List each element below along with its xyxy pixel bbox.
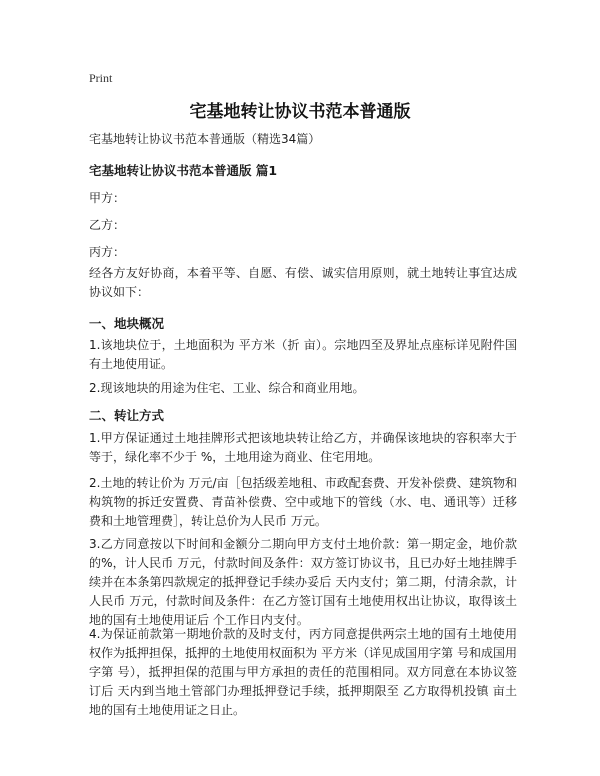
part2-item4: 4.为保证前款第一期地价款的及时支付，丙方同意提供两宗土地的国有土地使用权作为抵押担保，抵押的土地使用权面积为 平方米（详见成国用字第 号和成国用字第 号），抵押担保的范围与甲方承担的责任的范围相同。双方同意在本协议签订后 天内到当地土管部门办理抵押登记手续，抵押期限至 乙方取得机投镇 亩土地的国有土地使用证之日止。 — [89, 627, 517, 717]
part2-item1: 1.甲方保证通过土地挂牌形式把该地块转让给乙方，并确保该地块的容积率大于等于，绿化率不少于 %，土地用途为商业、住宅用地。 — [89, 431, 517, 464]
print-label: Print — [89, 71, 113, 85]
part1-item2: 2.现该地块的用途为住宅、工业、综合和商业用地。 — [89, 381, 365, 395]
party-a-label: 甲方： — [89, 191, 126, 205]
part1-heading: 一、地块概况 — [89, 316, 165, 331]
part2-heading: 二、转让方式 — [89, 408, 165, 423]
document-title: 宅基地转让协议书范本普通版 — [189, 102, 411, 122]
part1-item1: 1.该地块位于，土地面积为 平方米（折 亩）。宗地四至及界址点座标详见附件国有土地使用证。 — [89, 338, 517, 371]
party-c-label: 丙方： — [89, 245, 126, 259]
party-b-label: 乙方： — [89, 218, 126, 232]
document-subtitle: 宅基地转让协议书范本普通版（精选34篇） — [89, 132, 321, 146]
part2-item2: 2.土地的转让价为 万元/亩［包括级差地租、市政配套费、开发补偿费、建筑物和构筑物的拆迁安置费、青苗补偿费、空中或地下的管线（水、电、通讯等）迁移费和土地管理费］，转让总价为人民币 万元。 — [89, 476, 517, 528]
intro-paragraph: 经各方友好协商，本着平等、自愿、有偿、诚实信用原则，就土地转让事宜达成协议如下： — [89, 266, 517, 299]
section-title: 宅基地转让协议书范本普通版 篇1 — [89, 163, 278, 178]
part2-item3: 3.乙方同意按以下时间和金额分二期向甲方支付土地价款：第一期定金，地价款的%，计人民币 万元，付款时间及条件：双方签订协议书，且已办好土地挂牌手续并在本条第四款规定的抵押登记手续办妥后 天内支付；第二期，付清余款，计人民币 万元，付款时间及条件：在乙方签订国有土地使用权出让协议，取得该土地的国有土地使用证后 个工作日内支付。 — [89, 537, 517, 627]
